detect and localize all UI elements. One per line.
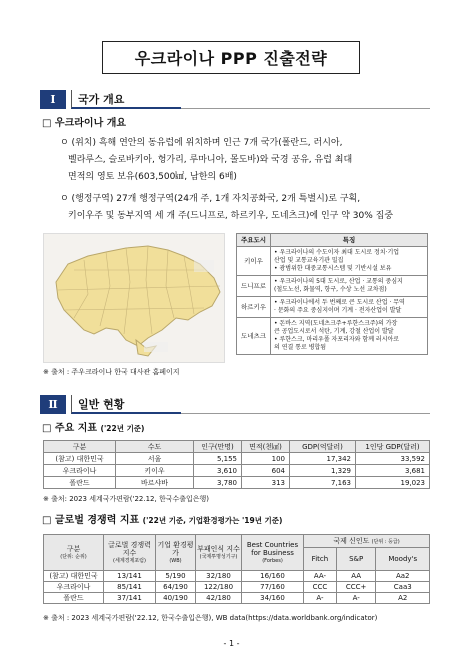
table-cell: 3,610: [194, 465, 242, 477]
table-row: [237, 297, 428, 318]
table-cell: 42/180: [196, 593, 242, 604]
location-line-3: 면적의 영토 보유(603,500㎢, 남한의 6배): [68, 172, 237, 182]
location-line-2: 벨라루스, 슬로바키아, 헝가리, 루마니아, 몰도바)와 국경 공유, 유럽 최대: [68, 155, 353, 165]
table-row: [44, 465, 430, 477]
table-row: [44, 571, 430, 582]
feature-line: 큰 공업도시로서 석탄, 기계, 강철 산업이 발달: [274, 328, 394, 335]
table-row: [44, 477, 430, 489]
header-cell: 구분: [44, 441, 116, 453]
table-cell: 33,592: [356, 453, 430, 465]
table-cell: 37/141: [104, 593, 156, 604]
table-cell: 34/160: [242, 593, 304, 604]
table-cell: 85/141: [104, 582, 156, 593]
table-row: [237, 318, 428, 355]
city-features: [271, 297, 428, 318]
indicators-source-note: ※ 출처: 2023 세계국가편람('22.12, 한국수출입은행): [43, 495, 210, 503]
section-number: Ⅰ: [40, 90, 66, 109]
header-gci: 글로벌 경쟁력지수 (세계경제포럼): [104, 535, 156, 571]
indicators-heading-note: ('22년 기준): [100, 424, 145, 433]
table-cell: 우크라이나: [44, 582, 104, 593]
indicators-heading-text: □ 주요 지표: [42, 423, 98, 434]
table-cell: 우크라이나: [44, 465, 116, 477]
table-cell: A-: [304, 593, 337, 604]
table-cell: 64/190: [156, 582, 196, 593]
table-row: [44, 582, 430, 593]
table-header-row: [44, 441, 430, 453]
admin-line-2: 키이우주 및 동부지역 세 개 주(드니프로, 하르키우, 도네츠크)에 인구 약 30% 집중: [68, 211, 394, 221]
header-corruption: 부패인식 지수 (국제투명성기구): [196, 535, 242, 571]
table-cell: 32/180: [196, 571, 242, 582]
table-cell: 122/180: [196, 582, 242, 593]
header-cell: 수도: [116, 441, 194, 453]
table-cell: AA: [336, 571, 376, 582]
city-features: [271, 318, 428, 355]
location-line-1: ㅇ (위치) 흑해 연안의 동유럽에 위치하며 인근 7개 국가(폴란드, 러시아,: [60, 138, 343, 148]
admin-line-1: ㅇ (행정구역) 27개 행정구역(24개 주, 1개 자치공화국, 2개 특별시)로 구획,: [60, 194, 361, 204]
table-cell: CCC: [304, 582, 337, 593]
table-row: [44, 453, 430, 465]
document-title: 우크라이나 PPP 진출전략: [102, 41, 360, 74]
table-cell: 17,342: [290, 453, 356, 465]
header-sp: S&P: [336, 548, 376, 571]
competitiveness-heading-note: ('22년 기준, 기업환경평가는 '19년 기준): [142, 516, 283, 525]
section-label: 일반 현황: [71, 395, 181, 414]
table-cell: 7,163: [290, 477, 356, 489]
feature-line: · 문화의 주요 중심지이며 기계 · 전자산업이 발달: [274, 307, 402, 314]
competitiveness-source-note: ※ 출처 : 2023 세계국가편람('22.12, 한국수출입은행), WB data(https://data.worldbank.org/indicator): [43, 614, 378, 622]
table-cell: A2: [376, 593, 430, 604]
major-cities-table: [236, 233, 428, 355]
feature-line: • 광범위한 대중교통시스템 및 기반시설 보유: [274, 265, 392, 272]
header-doing-business: 기업 환경평가 (WB): [156, 535, 196, 571]
header-fitch: Fitch: [304, 548, 337, 571]
feature-line: • 돈바스 지역(도네츠크주+루한스크주)의 가장: [274, 320, 398, 327]
city-name: 하르키우: [237, 297, 271, 318]
city-name: 키이우: [237, 247, 271, 276]
table-cell: 폴란드: [44, 593, 104, 604]
table-cell: Aa2: [376, 571, 430, 582]
feature-line: • 우크라이나의 수도이자 최대 도시로 정치·기업: [274, 249, 400, 256]
table-cell: 1,329: [290, 465, 356, 477]
table-header-row: [237, 234, 428, 247]
table-row: [237, 247, 428, 276]
feature-line: 의 연결 통로 병합됨: [274, 344, 327, 351]
header-moodys: Moody's: [376, 548, 430, 571]
city-name: 도네츠크: [237, 318, 271, 355]
table-cell: 5/190: [156, 571, 196, 582]
table-cell: 16/160: [242, 571, 304, 582]
feature-line: • 루한스크, 마리우폴 자포리자와 함께 러시아로: [274, 336, 400, 343]
city-name: 드니프로: [237, 276, 271, 297]
table-cell: 폴란드: [44, 477, 116, 489]
table-cell: 키이우: [116, 465, 194, 477]
header-feature: 특징: [271, 234, 428, 247]
table-row: [44, 593, 430, 604]
header-cell: 1인당 GDP(달러): [356, 441, 430, 453]
table-cell: 13/141: [104, 571, 156, 582]
section-header-overview: [40, 90, 430, 109]
header-city: 주요도시: [237, 234, 271, 247]
table-cell: Caa3: [376, 582, 430, 593]
feature-line: 산업 및 교통교육기관 밀집: [274, 257, 344, 264]
section-header-general: [40, 395, 430, 414]
header-credit-rating: 국제 신인도 (단위 : 등급): [304, 535, 430, 548]
key-indicators-table: [43, 440, 430, 489]
global-competitiveness-table: [43, 534, 430, 604]
table-row: [237, 276, 428, 297]
table-cell: (참고) 대한민국: [44, 571, 104, 582]
table-cell: 3,681: [356, 465, 430, 477]
table-cell: 바르샤바: [116, 477, 194, 489]
city-features: [271, 247, 428, 276]
ukraine-map: [43, 233, 225, 363]
feature-line: • 우크라이나의 5대 도시로, 산업 · 교통의 중심지: [274, 278, 403, 285]
header-cell: 인구(만명): [194, 441, 242, 453]
table-cell: 77/160: [242, 582, 304, 593]
table-cell: 604: [242, 465, 290, 477]
ukraine-map-image: [44, 234, 225, 363]
table-cell: 서울: [116, 453, 194, 465]
header-best-countries: Best Countries for Business (Forbes): [242, 535, 304, 571]
map-source-note: ※ 출처 : 주우크라이나 한국 대사관 홈페이지: [43, 368, 180, 376]
table-cell: 40/190: [156, 593, 196, 604]
table-cell: 313: [242, 477, 290, 489]
table-cell: A-: [336, 593, 376, 604]
header-cell: 면적(천㎢): [242, 441, 290, 453]
page-number: - 1 -: [223, 639, 240, 648]
table-cell: 5,155: [194, 453, 242, 465]
header-cell: GDP(억달러): [290, 441, 356, 453]
competitiveness-heading-text: □ 글로벌 경쟁력 지표: [42, 515, 140, 526]
table-cell: 100: [242, 453, 290, 465]
table-header-row: [44, 535, 430, 548]
table-cell: 3,780: [194, 477, 242, 489]
overview-heading: □ 우크라이나 개요: [42, 118, 127, 129]
table-cell: CCC+: [336, 582, 376, 593]
header-category: 구분 (단위: 순위): [44, 535, 104, 571]
section-number: Ⅱ: [40, 395, 66, 414]
table-cell: 19,023: [356, 477, 430, 489]
table-cell: AA-: [304, 571, 337, 582]
section-label: 국가 개요: [71, 90, 181, 109]
city-features: [271, 276, 428, 297]
table-cell: (참고) 대한민국: [44, 453, 116, 465]
feature-line: (철도노선, 화물역, 항구, 수상 노선 교차점): [274, 286, 387, 293]
competitiveness-heading: [42, 514, 282, 527]
feature-line: • 우크라이나에서 두 번째로 큰 도시로 산업 · 무역: [274, 299, 405, 306]
indicators-heading: [42, 422, 144, 435]
